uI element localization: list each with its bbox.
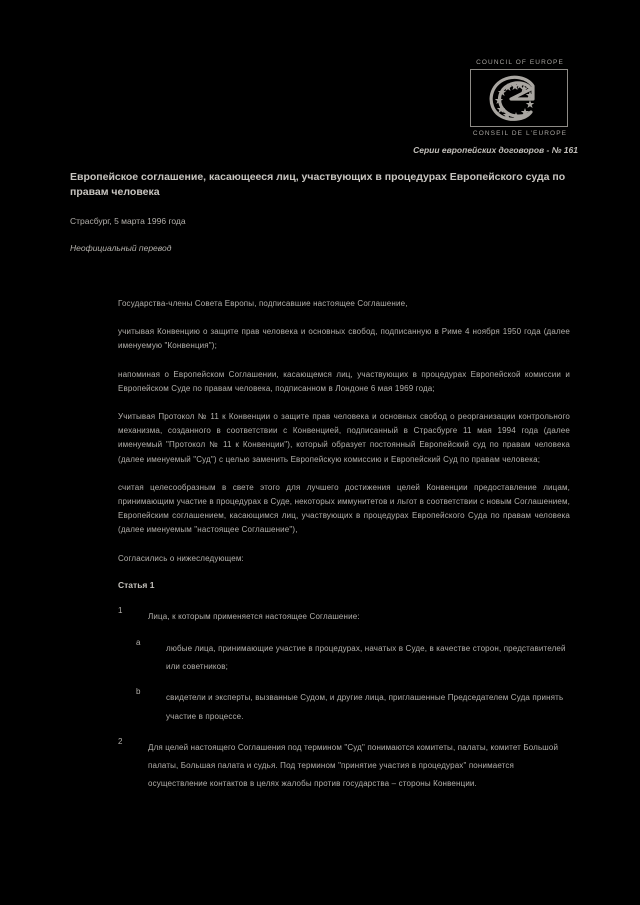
list-item-letter: a bbox=[136, 638, 141, 648]
list-item-text: Лица, к которым применяется настоящее Соглашение: bbox=[148, 611, 360, 621]
list-item-number: 1 bbox=[118, 605, 123, 615]
preamble-paragraph: учитывая Конвенцию о защите прав человека и основных свобод, подписанную в Риме 4 ноября 1950 года (далее именуемую "Конвенция"); bbox=[118, 327, 570, 351]
list-item bbox=[136, 638, 570, 674]
council-of-europe-logo bbox=[470, 58, 570, 138]
preamble-paragraph: Государства-члены Совета Европы, подписавшие настоящее Соглашение, bbox=[118, 299, 408, 308]
preamble-paragraph: напоминая о Европейском Соглашении, касающемся лиц, участвующих в процедурах Европейской комиссии и Европейском Суде по правам человека, подписанном в Лондоне 6 мая 1969 года; bbox=[118, 369, 570, 393]
list-item-number: 2 bbox=[118, 736, 123, 746]
list-item bbox=[118, 606, 570, 624]
document-body bbox=[118, 297, 570, 805]
article-item-list bbox=[118, 606, 570, 792]
list-item-letter: b bbox=[136, 687, 141, 697]
logo-bottom-label: CONSEIL DE L'EUROPE bbox=[472, 130, 568, 137]
agreed-line: Согласились о нижеследующем: bbox=[118, 553, 244, 563]
preamble-paragraph: считая целесообразным в свете этого для лучшего достижения целей Конвенции предоставление лицам, принимающим участие в процедурах в Суде, некоторых иммунитетов и льгот в соответствии с новым Соглашением, Европейским соглашением, касающимся лиц, участвующих в процедурах Европейского Суда по правам человека (далее именуемым "настоящее Соглашение"), bbox=[118, 482, 570, 535]
article-heading: Статья 1 bbox=[118, 579, 155, 590]
treaty-series-line: Серии европейских договоров - № 161 bbox=[413, 145, 578, 155]
place-and-date: Страсбург, 5 марта 1996 года bbox=[70, 216, 186, 226]
council-of-europe-emblem bbox=[470, 69, 568, 127]
translation-note: Неофициальный перевод bbox=[70, 243, 172, 253]
preamble-paragraph: Учитывая Протокол № 11 к Конвенции о защите прав человека и основных свобод о реорганизации контрольного механизма, созданного в соответствии с Конвенцией, подписанный в Страсбурге 11 мая 1994 года (далее именуемый "Протокол № 11 к Конвенции"), который образует постоянный Европейский суд по правам человека (далее именуемый "Суд") с целью заменить Европейскую комиссию и Европейский Суд по правам человека; bbox=[118, 412, 570, 464]
list-item-text: Для целей настоящего Соглашения под термином "Суд" понимаются комитеты, палаты, комитет Большой палаты, Большая палата и судья. Под термином "принятие участия в процедурах" понимается осуществление контактов в целях жалобы против государства – стороны Конвенции. bbox=[148, 742, 559, 789]
list-item-text: любые лица, принимающие участие в процедурах, начатых в Суде, в качестве сторон, представителей или советников; bbox=[166, 644, 566, 672]
list-item bbox=[136, 687, 570, 723]
list-item-text: свидетели и эксперты, вызванные Судом, и другие лица, приглашенные Председателем Суда принять участие в процессе. bbox=[166, 693, 564, 721]
list-item bbox=[118, 737, 570, 792]
page-title: Европейское соглашение, касающееся лиц, участвующих в процедурах Европейского суда по правам человека bbox=[70, 171, 566, 198]
logo-top-label: COUNCIL OF EUROPE bbox=[476, 59, 564, 66]
